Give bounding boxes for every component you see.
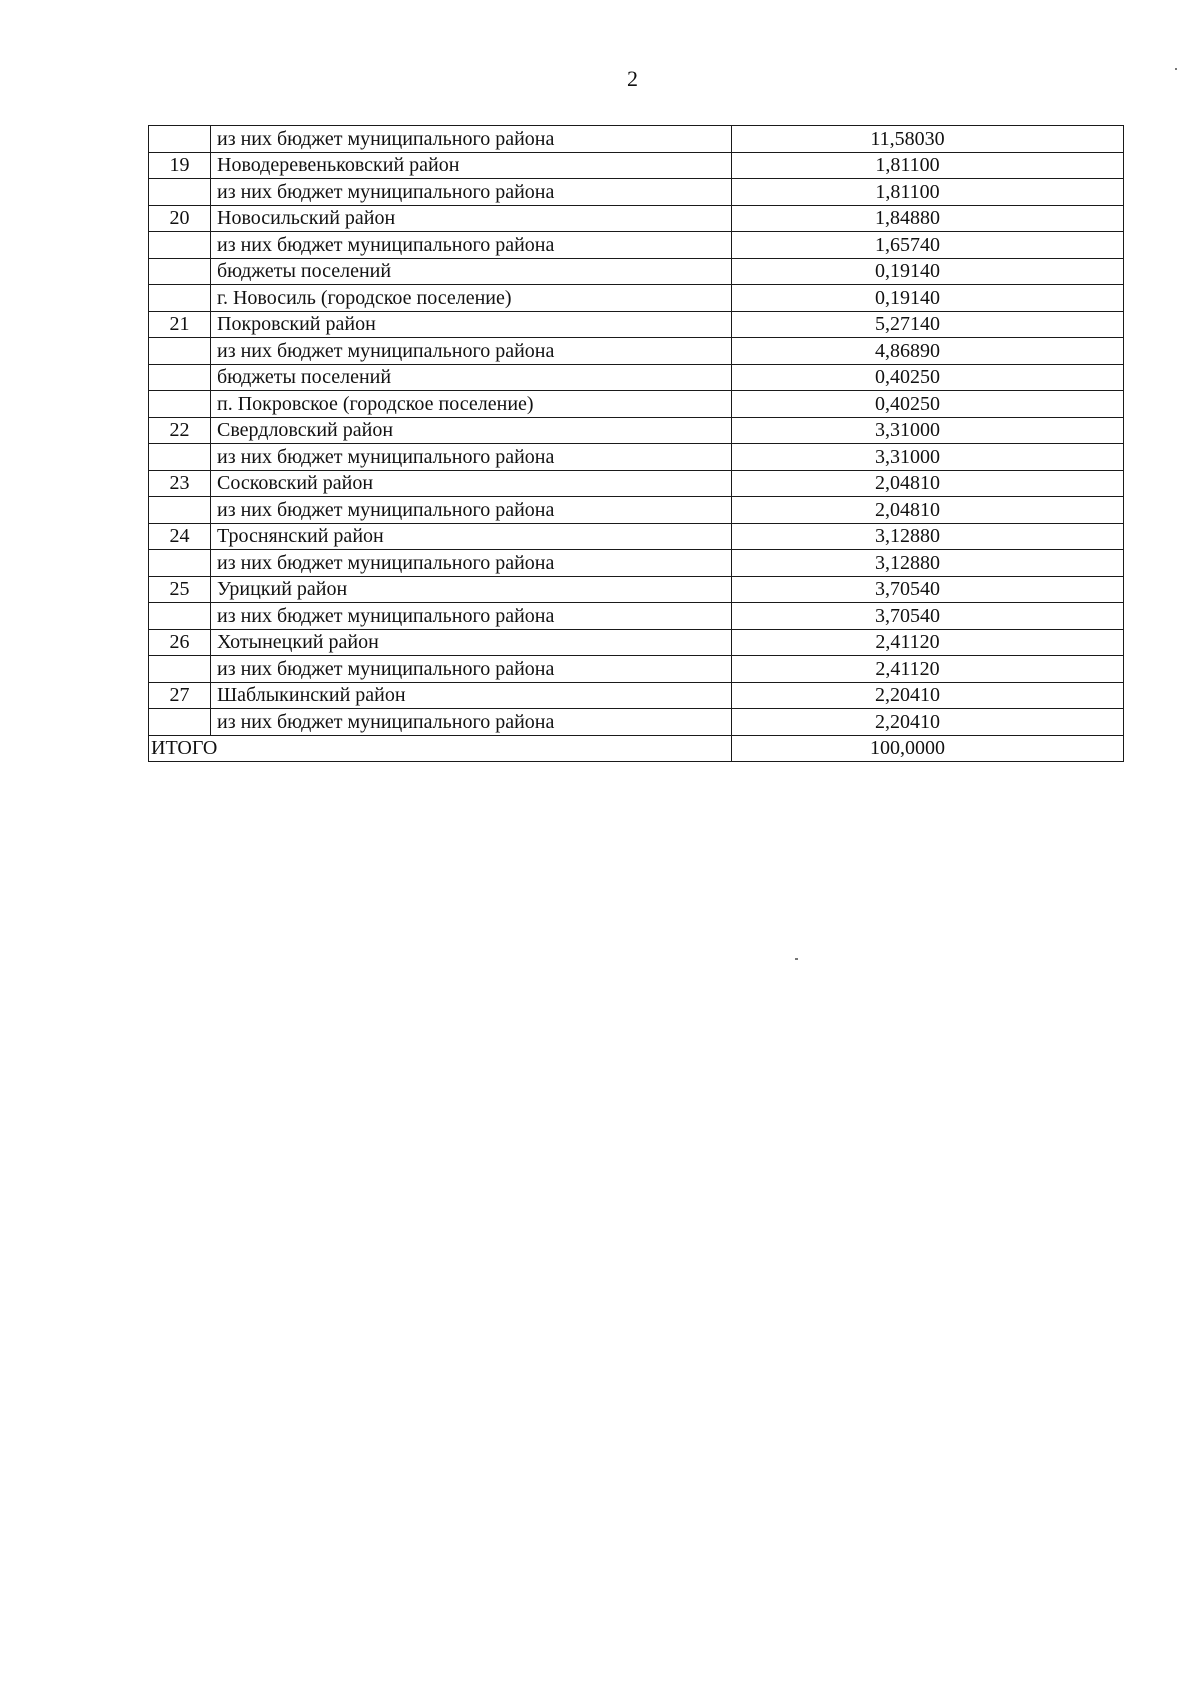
page-number: 2 [627, 66, 638, 91]
row-name: Шаблыкинский район [211, 682, 732, 709]
row-number [149, 550, 211, 577]
table-row [149, 497, 1124, 524]
table-row [149, 444, 1124, 471]
table-row [149, 523, 1124, 550]
row-value: 1,65740 [732, 232, 1124, 259]
row-value: 5,27140 [732, 311, 1124, 338]
table-row [149, 656, 1124, 683]
row-value: 3,31000 [732, 417, 1124, 444]
row-name: из них бюджет муниципального района [211, 126, 732, 153]
table-row [149, 709, 1124, 736]
table-row [149, 550, 1124, 577]
row-number: 24 [149, 523, 211, 550]
row-name: Хотынецкий район [211, 629, 732, 656]
row-name: из них бюджет муниципального района [211, 656, 732, 683]
row-number [149, 126, 211, 153]
row-number: 26 [149, 629, 211, 656]
scan-speck [1175, 68, 1177, 70]
row-number: 20 [149, 205, 211, 232]
row-number [149, 232, 211, 259]
row-value: 3,70540 [732, 576, 1124, 603]
table-row [149, 285, 1124, 312]
row-number: 23 [149, 470, 211, 497]
scan-speck [795, 958, 798, 960]
row-name: из них бюджет муниципального района [211, 338, 732, 365]
table-row [149, 603, 1124, 630]
table-row [149, 179, 1124, 206]
row-name: Урицкий район [211, 576, 732, 603]
row-name: из них бюджет муниципального района [211, 232, 732, 259]
table-body [149, 126, 1124, 762]
row-value: 2,41120 [732, 656, 1124, 683]
row-number [149, 656, 211, 683]
table-row [149, 364, 1124, 391]
row-name: из них бюджет муниципального района [211, 550, 732, 577]
row-number [149, 391, 211, 418]
row-name: Покровский район [211, 311, 732, 338]
row-value: 2,04810 [732, 470, 1124, 497]
table-row [149, 338, 1124, 365]
row-value: 1,81100 [732, 179, 1124, 206]
row-value: 11,58030 [732, 126, 1124, 153]
row-name: из них бюджет муниципального района [211, 603, 732, 630]
table-row [149, 205, 1124, 232]
table-row [149, 629, 1124, 656]
row-value: 2,04810 [732, 497, 1124, 524]
table-row [149, 152, 1124, 179]
row-name: из них бюджет муниципального района [211, 179, 732, 206]
row-value: 3,12880 [732, 550, 1124, 577]
table-row [149, 391, 1124, 418]
row-value: 0,19140 [732, 285, 1124, 312]
row-name: Сосковский район [211, 470, 732, 497]
total-value: 100,0000 [732, 735, 1124, 762]
table-row [149, 470, 1124, 497]
row-number [149, 179, 211, 206]
row-name: бюджеты поселений [211, 258, 732, 285]
row-name: из них бюджет муниципального района [211, 444, 732, 471]
table-row [149, 258, 1124, 285]
budget-distribution-table [148, 125, 1124, 762]
table-row [149, 232, 1124, 259]
row-value: 2,20410 [732, 709, 1124, 736]
row-value: 0,40250 [732, 364, 1124, 391]
row-number: 25 [149, 576, 211, 603]
row-name: Троснянский район [211, 523, 732, 550]
row-name: Свердловский район [211, 417, 732, 444]
row-value: 0,40250 [732, 391, 1124, 418]
row-number: 21 [149, 311, 211, 338]
row-value: 1,84880 [732, 205, 1124, 232]
table-row [149, 126, 1124, 153]
row-number: 19 [149, 152, 211, 179]
row-value: 4,86890 [732, 338, 1124, 365]
total-row [149, 735, 1124, 762]
row-value: 3,31000 [732, 444, 1124, 471]
table-row [149, 311, 1124, 338]
total-label: ИТОГО [149, 735, 732, 762]
row-number [149, 285, 211, 312]
row-value: 3,12880 [732, 523, 1124, 550]
row-number [149, 497, 211, 524]
row-value: 0,19140 [732, 258, 1124, 285]
table-row [149, 417, 1124, 444]
row-number [149, 603, 211, 630]
row-name: г. Новосиль (городское поселение) [211, 285, 732, 312]
row-number [149, 364, 211, 391]
row-value: 2,20410 [732, 682, 1124, 709]
row-name: Новодеревеньковский район [211, 152, 732, 179]
table-row [149, 576, 1124, 603]
row-name: п. Покровское (городское поселение) [211, 391, 732, 418]
row-number [149, 444, 211, 471]
row-value: 1,81100 [732, 152, 1124, 179]
row-name: из них бюджет муниципального района [211, 709, 732, 736]
row-number: 22 [149, 417, 211, 444]
row-number [149, 258, 211, 285]
row-number [149, 709, 211, 736]
row-value: 3,70540 [732, 603, 1124, 630]
row-value: 2,41120 [732, 629, 1124, 656]
row-name: из них бюджет муниципального района [211, 497, 732, 524]
row-number: 27 [149, 682, 211, 709]
row-name: бюджеты поселений [211, 364, 732, 391]
row-name: Новосильский район [211, 205, 732, 232]
row-number [149, 338, 211, 365]
table-row [149, 682, 1124, 709]
